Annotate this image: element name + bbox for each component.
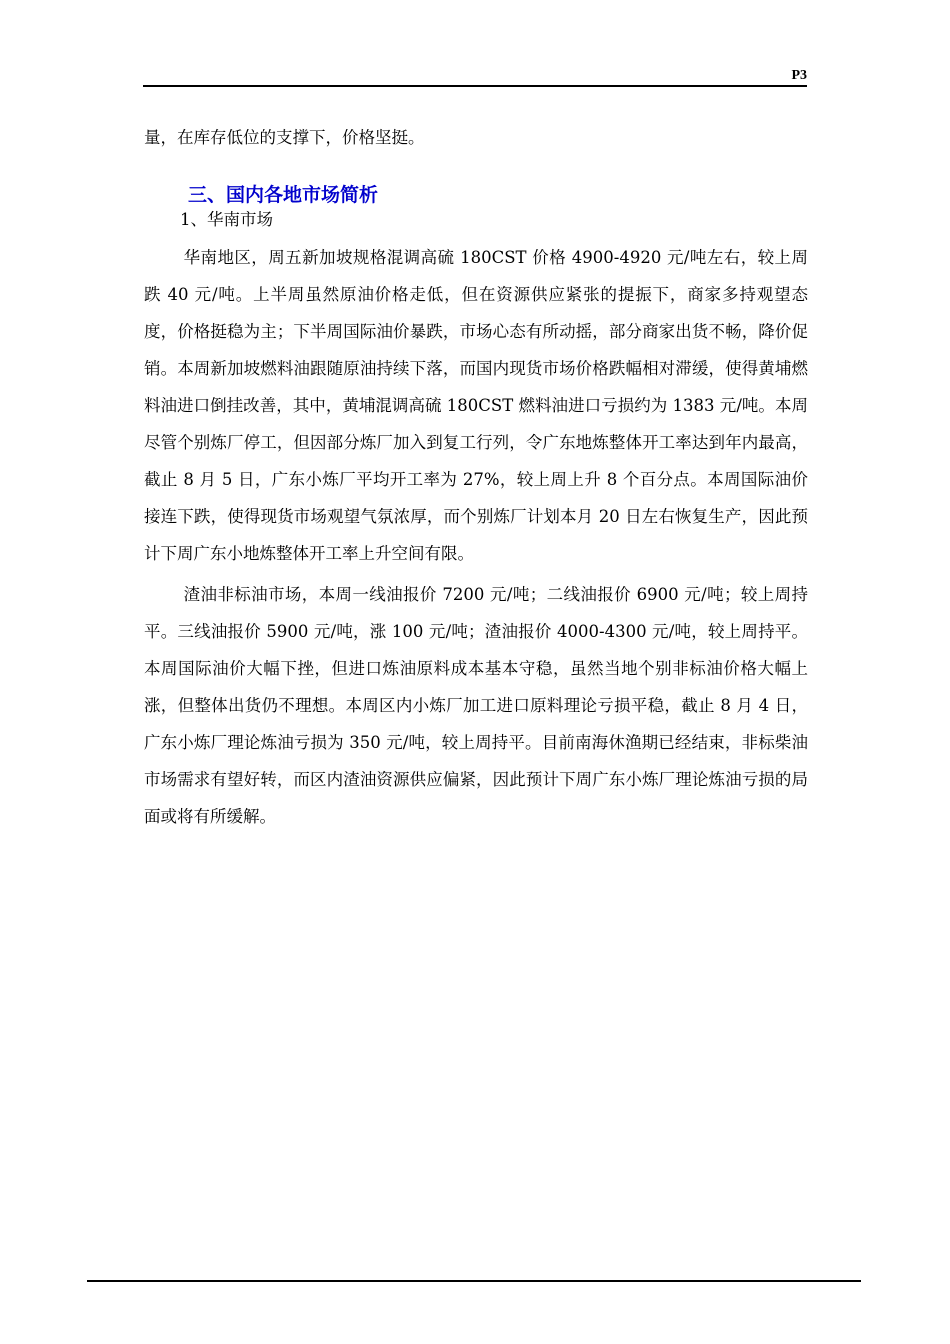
continuation-paragraph: 量，在库存低位的支撑下，价格坚挺。 (144, 128, 425, 147)
page-number: P3 (791, 68, 807, 83)
paragraph-residual-oil: 渣油非标油市场，本周一线油报价 7200 元/吨；二线油报价 6900 元/吨；较上周持平。三线油报价 5900 元/吨，涨 100 元/吨；渣油报价 4000-4300 元/吨，较上周持平。本周国际油价大幅下挫，但进口炼油原料成本基本守稳，虽然当地个别非标油价格大幅上涨，但整体出货仍不理想。本周区内小炼厂加工进口原料理论亏损平稳，截止 8 月 4 日，广东小炼厂理论炼油亏损为 350 元/吨，较上周持平。目前南海休渔期已经结束，非标柴油市场需求有望好转，而区内渣油资源供应偏紧，因此预计下周广东小炼厂理论炼油亏损的局面或将有所缓解。 (144, 585, 808, 826)
footer-rule (87, 1280, 861, 1282)
subsection-title: 1、华南市场 (180, 210, 273, 229)
document-body (144, 119, 808, 835)
section-title: 三、国内各地市场简析 (188, 184, 379, 206)
paragraph-south-china: 华南地区，周五新加坡规格混调高硫 180CST 价格 4900-4920 元/吨左右，较上周跌 40 元/吨。上半周虽然原油价格走低，但在资源供应紧张的提振下，商家多持观望态度，价格挺稳为主；下半周国际油价暴跌，市场心态有所动摇，部分商家出货不畅，降价促销。本周新加坡燃料油跟随原油持续下落，而国内现货市场价格跌幅相对滞缓，使得黄埔燃料油进口倒挂改善，其中，黄埔混调高硫 180CST 燃料油进口亏损约为 1383 元/吨。本周尽管个别炼厂停工，但因部分炼厂加入到复工行列，令广东地炼整体开工率达到年内最高，截止 8 月 5 日，广东小炼厂平均开工率为 27%，较上周上升 8 个百分点。本周国际油价接连下跌，使得现货市场观望气氛浓厚，而个别炼厂计划本月 20 日左右恢复生产，因此预计下周广东小地炼整体开工率上升空间有限。 (144, 248, 808, 563)
header-rule (143, 85, 807, 87)
